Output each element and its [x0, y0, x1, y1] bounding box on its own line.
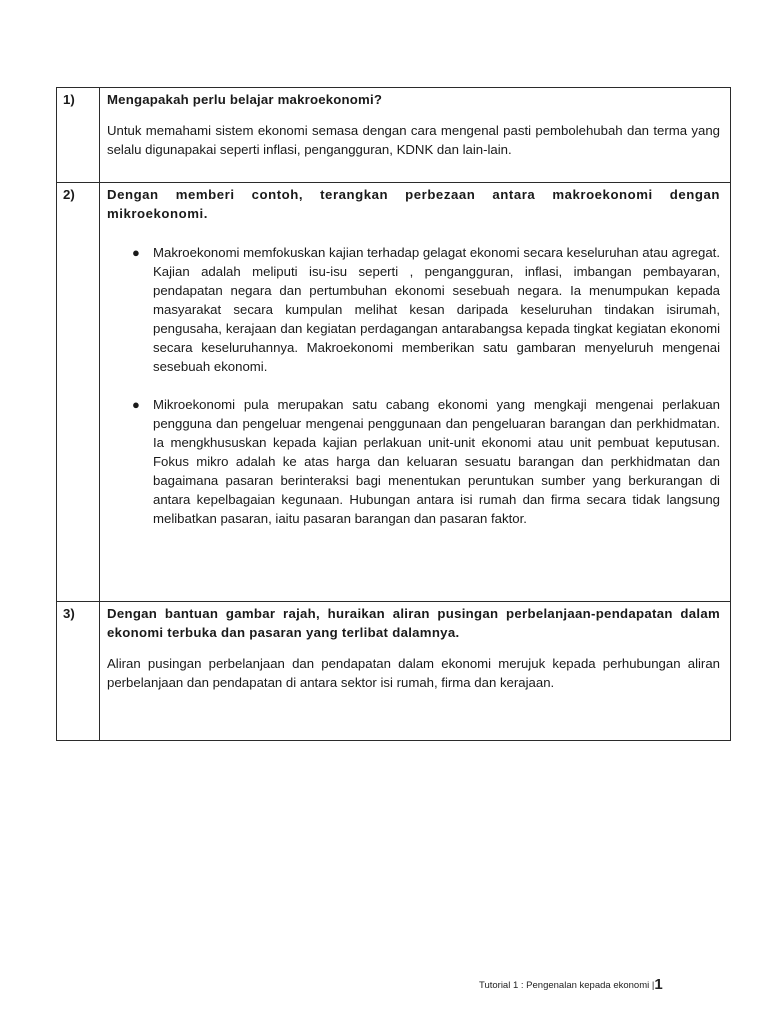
question-content — [100, 602, 731, 741]
page-footer — [479, 976, 663, 993]
question-row-3 — [57, 602, 731, 741]
bullet-icon: ● — [132, 245, 140, 260]
page-number: 1 — [654, 976, 663, 993]
list-item — [107, 395, 720, 528]
footer-text: Tutorial 1 : Pengenalan kepada ekonomi | — [479, 980, 655, 991]
question-number: 1) — [57, 88, 100, 183]
question-content — [100, 88, 731, 183]
question-text: Dengan memberi contoh, terangkan perbezaan antara makroekonomi dengan mikroekonomi. — [107, 187, 720, 221]
question-content — [100, 183, 731, 602]
bullet-icon: ● — [132, 397, 140, 412]
answer-bullet-list — [107, 243, 720, 528]
question-text: Dengan bantuan gambar rajah, huraikan aliran pusingan perbelanjaan-pendapatan dalam ekonomi terbuka dan pasaran yang terlibat dalamnya. — [107, 606, 720, 640]
answer-text: Untuk memahami sistem ekonomi semasa dengan cara mengenal pasti pembolehubah dan terma yang selalu digunapakai seperti inflasi, pengangguran, KDNK dan lain-lain. — [107, 123, 720, 157]
question-number: 3) — [57, 602, 100, 741]
tutorial-table — [56, 87, 731, 741]
question-row-1 — [57, 88, 731, 183]
question-row-2 — [57, 183, 731, 602]
bullet-text: Mikroekonomi pula merupakan satu cabang ekonomi yang mengkaji mengenai perlakuan pengguna dan pengeluar mengenai penggunaan dan pengeluaran barangan dan perkhidmatan. Ia mengkhususkan kepada kajian perlakuan unit-unit ekonomi atau unit pembuat keputusan. Fokus mikro adalah ke atas harga dan keluaran sesuatu barangan dan perkhidmatan dan bagaimana pasaran berinteraksi bagi menentukan peruntukan sumber yang berkurangan di antara kepelbagaian kegunaan. Hubungan antara isi rumah dan firma secara tidak langsung melibatkan pasaran, iaitu pasaran barangan dan pasaran faktor. — [153, 397, 720, 526]
bullet-text: Makroekonomi memfokuskan kajian terhadap gelagat ekonomi secara keseluruhan atau agregat. Kajian adalah meliputi isu-isu seperti , pengangguran, inflasi, imbangan pembayaran, pendapatan negara dan pertumbuhan ekonomi sesebuah negara. Ia menumpukan kepada masyarakat secara kumpulan melihat kesan daripada keseluruhan tindakan isirumah, pengusaha, kerajaan dan kegiatan perdagangan antarabangsa kepada tingkat kegiatan ekonomi secara keseluruhannya. Makroekonomi memberikan satu gambaran menyeluruh mengenai sesebuah ekonomi. — [153, 245, 720, 374]
list-item — [107, 243, 720, 376]
question-number: 2) — [57, 183, 100, 602]
answer-text: Aliran pusingan perbelanjaan dan pendapatan dalam ekonomi merujuk kepada perhubungan aliran perbelanjaan dan pendapatan di antara sektor isi rumah, firma dan kerajaan. — [107, 656, 720, 690]
question-text: Mengapakah perlu belajar makroekonomi? — [107, 92, 383, 107]
